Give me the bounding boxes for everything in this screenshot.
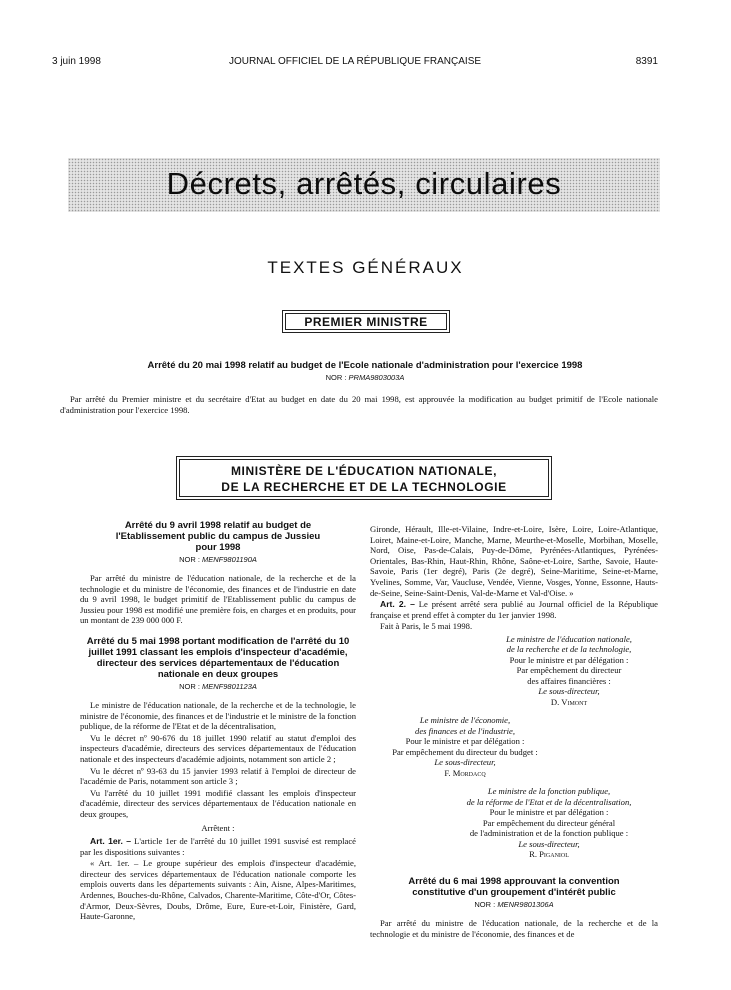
signature-line: Le sous-directeur, (518, 838, 580, 849)
nor-label: NOR : (325, 373, 347, 382)
paragraph: Le ministre de l'éducation nationale, de la recherche et de la technologie, le ministre de l'économie, des finances et de l'industrie et le ministre de la fonction publique, de la réforme de l'Etat et de la décentralisation, (80, 699, 356, 732)
nor-code: MENR9801306A (497, 899, 554, 909)
section-title: TEXTES GÉNÉRAUX (267, 258, 464, 277)
signature-name: R. Piganiol (529, 849, 569, 860)
left-column (80, 520, 356, 932)
nor-label: NOR : (179, 681, 200, 691)
paragraph: Vu le décret nº 90-676 du 18 juillet 1990 relatif au statut d'emploi des inspecteurs d'académie, directeurs des services départementaux de l'éducation nationale et des inspecteurs d'académie adjoints, notamment son article 2 ; (80, 732, 356, 764)
paragraph: Arrêtent : (201, 822, 235, 833)
ministry-box-label (179, 459, 549, 497)
article-label: Art. 2. – (380, 599, 415, 610)
right-column (370, 524, 658, 949)
signature-block-education (480, 634, 658, 708)
paragraph: Vu le décret nº 93-63 du 15 janvier 1993 relatif à l'emploi de directeur de l'académie de Paris, notamment son article 3 ; (80, 765, 356, 787)
signature-line: de la recherche et de la technologie, (506, 644, 632, 655)
nor-label: NOR : (179, 555, 200, 564)
article-title-inspecteurs: Arrêté du 5 mai 1998 portant modification de l'arrêté du 10 juillet 1991 classant les emplois d'inspecteur d'académie, directeur des services départementaux de l'éducation nationale en deux groupes (86, 635, 350, 680)
signature-line: Par empêchement du directeur du budget : (392, 746, 538, 757)
article-nor-gip (370, 900, 658, 910)
signature-line: Par empêchement du directeur général (482, 817, 616, 828)
article-body-ena (60, 394, 658, 416)
ministry-box-education (176, 456, 552, 500)
signature-line: Le sous-directeur, (434, 757, 496, 768)
nor-code: MENF9801123A (202, 681, 257, 691)
article-body-inspecteurs (80, 700, 356, 922)
article-body-continued (370, 524, 658, 632)
header-journal-title: JOURNAL OFFICIEL DE LA RÉPUBLIQUE FRANÇAISE (228, 56, 482, 67)
paragraph: Gironde, Hérault, Ille-et-Vilaine, Indre-et-Loire, Isère, Loire, Loire-Atlantique, Loiret, Maine-et-Loire, Manche, Marne, Meurthe-et-Moselle, Morbihan, Moselle, Nord, Oise, Pas-de-Calais, Puy-de-Dôme, Pyrénées-Atlantiques, Pyrénées-Orientales, Bas-Rhin, Haut-Rhin, Rhône, Saône-et-Loire, Sarthe, Savoie, Haute-Savoie, Paris (1er degré), Paris (2e degré), Seine-Maritime, Seine-et-Marne, Yvelines, Somme, Var, Vaucluse, Vendée, Vienne, Vosges, Yonne, Essonne, Hauts-de-Seine, Seine-Saint-Denis, Val-de-Marne et Val-d'Oise. » (370, 524, 658, 598)
section-banner (68, 158, 660, 212)
signature-line: de la réforme de l'Etat et de la décentralisation, (466, 796, 632, 807)
article-text: Le présent arrêté sera publié au Journal officiel de la République française et prend effet à compter du 1er janvier 1998. (370, 599, 658, 620)
signature-name: F. Mordacq (444, 767, 486, 778)
article-nor-ena (60, 373, 670, 383)
nor-code: PRMA9803003A (348, 373, 405, 382)
ministry-line-2: DE LA RECHERCHE ET DE LA TECHNOLOGIE (221, 480, 507, 494)
article-body-gip (370, 918, 658, 939)
article-text: L'article 1er de l'arrêté du 10 juillet 1991 susvisé est remplacé par les dispositions suivantes : (80, 836, 356, 857)
signature-line: Le ministre de l'économie, (419, 715, 511, 726)
signature-line: de l'administration et de la fonction publique : (469, 828, 629, 839)
paragraph: Vu l'arrêté du 10 juillet 1991 modifié classant les emplois d'inspecteur d'académie, directeur des services départementaux de l'éducation nationale en deux groupes, (80, 787, 356, 819)
signature-line: Par empêchement du directeur (516, 665, 622, 676)
signature-line: Le ministre de la fonction publique, (487, 786, 611, 797)
ministry-box-label: PREMIER MINISTRE (285, 313, 447, 330)
banner-title: Décrets, arrêtés, circulaires (166, 166, 562, 201)
paragraph: Par arrêté du Premier ministre et du secrétaire d'Etat au budget en date du 20 mai 1998, est approuvée la modification au budget primitif de l'Ecole nationale d'administration pour l'exercice 1998. (60, 394, 658, 415)
paragraph (80, 836, 356, 857)
article-label: Art. 1er. – (90, 836, 132, 847)
signature-line: Pour le ministre et par délégation : (509, 654, 629, 665)
nor-label: NOR : (474, 899, 496, 909)
page-header (52, 56, 658, 70)
article-nor-jussieu (80, 555, 356, 565)
signature-block-fonction-publique (440, 786, 658, 860)
article-title-jussieu: Arrêté du 9 avril 1998 relatif au budget de l'Etablissement public du campus de Jussieu pour 1998 (115, 520, 321, 553)
signature-line: des finances et de l'industrie, (415, 725, 515, 736)
header-page-number: 8391 (635, 56, 658, 67)
paragraph: Par arrêté du ministre de l'éducation nationale, de la recherche et de la technologie et du ministre de l'économie, des finances et de l'industrie en date du 9 avril 1998, le budget primitif de l'Etablissement public du campus de Jussieu pour 1998 est modifié une première fois, en charges et en produits, pour un montant de 239 000 000 F. (80, 573, 356, 626)
paragraph (370, 599, 658, 620)
signature-line: Pour le ministre et par délégation : (489, 807, 609, 818)
signature-block-economie (370, 715, 560, 778)
nor-code: MENF9801190A (202, 555, 257, 564)
signature-line: des affaires financières : (527, 675, 611, 686)
signature-name: D. Vimont (550, 696, 588, 707)
signature-line: Pour le ministre et par délégation : (405, 736, 525, 747)
signature-line: Le ministre de l'éducation nationale, (506, 633, 632, 644)
paragraph: Fait à Paris, le 5 mai 1998. (380, 621, 473, 632)
article-title-gip: Arrêté du 6 mai 1998 approuvant la convention constitutive d'un groupement d'intérêt public (408, 875, 620, 898)
paragraph: « Art. 1er. – Le groupe supérieur des emplois d'inspecteur d'académie, directeur des services départementaux de l'éducation nationale comporte les emplois ouverts dans les départements suivants : Ain, Aisne, Alpes-Maritimes, Ardennes, Bouches-du-Rhône, Calvados, Charente-Maritime, Côte-d'Or, Côtes-d'Armor, Deux-Sèvres, Doubs, Drôme, Eure, Eure-et-Loir, Finistère, Gard, Haute-Garonne, (80, 858, 356, 922)
article-body-jussieu (80, 573, 356, 626)
article-title-ena: Arrêté du 20 mai 1998 relatif au budget de l'Ecole nationale d'administration pour l'exercice 1998 (147, 360, 583, 371)
article-nor-inspecteurs (80, 682, 356, 692)
header-date: 3 juin 1998 (52, 56, 101, 67)
ministry-box-premier-ministre (282, 310, 450, 333)
signature-line: Le sous-directeur, (538, 686, 600, 697)
ministry-line-1: MINISTÈRE DE L'ÉDUCATION NATIONALE, (230, 464, 498, 478)
paragraph: Par arrêté du ministre de l'éducation nationale, de la recherche et de la technologie et du ministre de l'économie, des finances et de (370, 917, 658, 939)
